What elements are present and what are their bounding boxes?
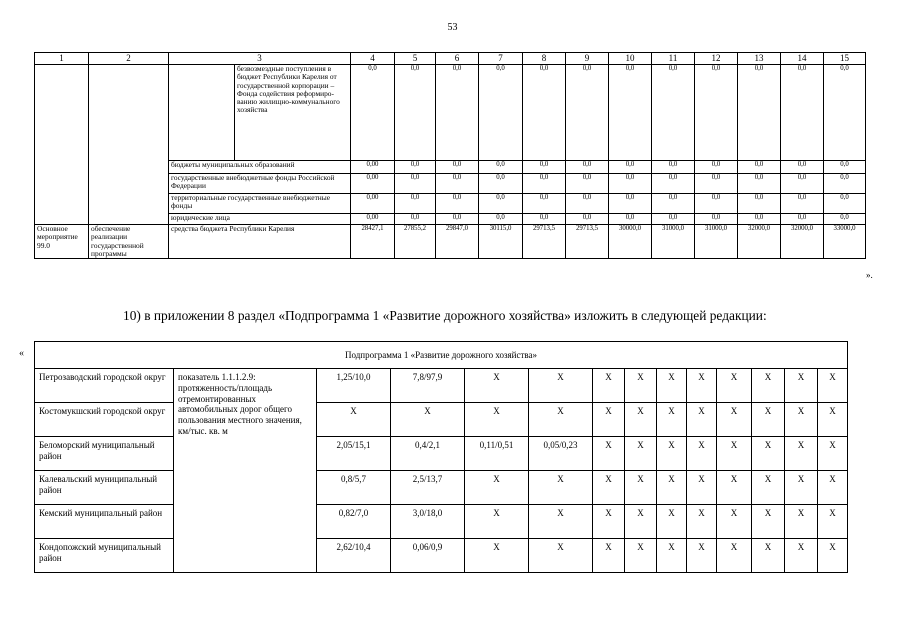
- opening-quote-mark: «: [19, 348, 24, 359]
- district-row: [35, 437, 848, 471]
- amount-cell: 0,0: [395, 65, 436, 161]
- amount-cell: 0,0: [781, 161, 824, 174]
- amount-cell: 0,0: [652, 194, 695, 214]
- indicator-value: 3,0/18,0: [391, 505, 465, 539]
- indicator-value: 1,25/10,0: [317, 369, 391, 403]
- indicator-value: Х: [657, 369, 687, 403]
- subprogram-title: Подпрограмма 1 «Развитие дорожного хозяйства»: [35, 342, 848, 369]
- amount-cell: 0,0: [436, 174, 479, 194]
- amount-cell: 0,0: [781, 194, 824, 214]
- col-header: 12: [695, 53, 738, 65]
- district-name: Петрозаводский городской округ: [35, 369, 174, 403]
- indicator-value: Х: [465, 539, 529, 573]
- financing-table: [34, 52, 866, 259]
- amount-cell: 30115,0: [479, 225, 523, 259]
- district-row: [35, 471, 848, 505]
- indicator-value: Х: [657, 539, 687, 573]
- indicator-value: Х: [818, 437, 848, 471]
- district-row: [35, 403, 848, 437]
- indicator-value: 0,11/0,51: [465, 437, 529, 471]
- indicator-value: Х: [752, 505, 785, 539]
- amount-cell: 27855,2: [395, 225, 436, 259]
- amount-cell: 0,0: [566, 161, 609, 174]
- col-header: 3: [169, 53, 351, 65]
- indicator-value: Х: [687, 539, 717, 573]
- indicator-value: Х: [717, 403, 752, 437]
- indicator-value: Х: [593, 505, 625, 539]
- amount-cell: 0,0: [479, 214, 523, 225]
- indicator-value: Х: [465, 505, 529, 539]
- empty-cell: [35, 65, 89, 225]
- indicator-value: Х: [465, 369, 529, 403]
- amount-cell: 0,0: [738, 194, 781, 214]
- main-activity-row: [35, 225, 866, 259]
- indicator-description: показатель 1.1.1.2.9: протяженность/площадь отремонтированных автомобильных дорог общего пользования местного значения, км/тыс. кв. м: [174, 369, 317, 573]
- col-header: 1: [35, 53, 89, 65]
- indicator-value: Х: [752, 471, 785, 505]
- amount-cell: 0,0: [695, 65, 738, 161]
- indicator-value: Х: [717, 369, 752, 403]
- indicator-value: Х: [785, 539, 818, 573]
- indicator-value: 7,8/97,9: [391, 369, 465, 403]
- col-header: 11: [652, 53, 695, 65]
- indicator-value: Х: [752, 539, 785, 573]
- indicator-value: Х: [657, 437, 687, 471]
- indicator-value: Х: [625, 437, 657, 471]
- amount-cell: 0,0: [609, 161, 652, 174]
- funding-source: средства бюджета Республики Карелия: [169, 225, 351, 259]
- funding-source: территориальные государственные внебюджетные фонды: [169, 194, 351, 214]
- amount-cell: 0,0: [395, 161, 436, 174]
- amount-cell: 0,0: [652, 214, 695, 225]
- col-header: 8: [523, 53, 566, 65]
- indicator-value: Х: [593, 403, 625, 437]
- indicator-value: 0,4/2,1: [391, 437, 465, 471]
- col-header: 13: [738, 53, 781, 65]
- indicator-value: Х: [752, 369, 785, 403]
- indicator-value: Х: [717, 471, 752, 505]
- closing-quote-mark: ».: [866, 270, 873, 280]
- amount-cell: 32000,0: [781, 225, 824, 259]
- district-name: Беломорский муниципальный район: [35, 437, 174, 471]
- indicator-value: Х: [687, 437, 717, 471]
- indicator-value: Х: [529, 539, 593, 573]
- amount-cell: 0,0: [523, 161, 566, 174]
- amendment-heading: 10) в приложении 8 раздел «Подпрограмма 1 «Развитие дорожного хозяйства» изложить в следующей редакции:: [123, 308, 767, 323]
- amount-cell: 33000,0: [824, 225, 866, 259]
- empty-cell: [169, 65, 235, 161]
- amount-cell: 0,0: [609, 214, 652, 225]
- amount-cell: 0,0: [523, 214, 566, 225]
- district-name: Кемский муниципальный район: [35, 505, 174, 539]
- amount-cell: 32000,0: [738, 225, 781, 259]
- district-row: [35, 369, 848, 403]
- amount-cell: 0,0: [824, 161, 866, 174]
- amount-cell: 29713,5: [566, 225, 609, 259]
- amount-cell: 0,0: [652, 161, 695, 174]
- activity-name: обеспечение реализации государственной программы: [89, 225, 169, 259]
- amount-cell: 0,0: [436, 65, 479, 161]
- col-header: 7: [479, 53, 523, 65]
- indicator-value: Х: [752, 437, 785, 471]
- district-name: Костомукшский городской округ: [35, 403, 174, 437]
- indicator-value: Х: [465, 403, 529, 437]
- amount-cell: 0,0: [479, 174, 523, 194]
- indicator-value: Х: [625, 369, 657, 403]
- amount-cell: 31000,0: [695, 225, 738, 259]
- indicator-value: Х: [529, 505, 593, 539]
- indicator-value: 0,06/0,9: [391, 539, 465, 573]
- amount-cell: 0,0: [824, 174, 866, 194]
- col-header: 10: [609, 53, 652, 65]
- indicator-value: Х: [687, 369, 717, 403]
- col-header: 15: [824, 53, 866, 65]
- district-name: Кондопожский муниципальный район: [35, 539, 174, 573]
- indicator-value: Х: [529, 471, 593, 505]
- amount-cell: 0,0: [609, 65, 652, 161]
- amount-cell: 29847,0: [436, 225, 479, 259]
- amount-cell: 0,0: [781, 214, 824, 225]
- indicator-value: 2,05/15,1: [317, 437, 391, 471]
- indicator-value: Х: [529, 403, 593, 437]
- amount-cell: 0,0: [695, 194, 738, 214]
- amount-cell: 0,0: [395, 194, 436, 214]
- indicator-value: Х: [785, 369, 818, 403]
- amount-cell: 0,0: [609, 174, 652, 194]
- amount-cell: 0,0: [479, 194, 523, 214]
- amount-cell: 29713,5: [523, 225, 566, 259]
- amount-cell: 0,0: [351, 65, 395, 161]
- indicator-value: Х: [317, 403, 391, 437]
- amount-cell: 0,0: [695, 161, 738, 174]
- amount-cell: 0,0: [824, 65, 866, 161]
- indicator-value: 0,82/7,0: [317, 505, 391, 539]
- amount-cell: 28427,1: [351, 225, 395, 259]
- amount-cell: 0,0: [436, 194, 479, 214]
- indicators-table: [34, 341, 848, 573]
- amount-cell: 0,0: [566, 214, 609, 225]
- indicator-value: Х: [785, 403, 818, 437]
- indicator-value: Х: [818, 539, 848, 573]
- col-header: 4: [351, 53, 395, 65]
- amount-cell: 0,0: [436, 161, 479, 174]
- col-header: 9: [566, 53, 609, 65]
- amount-cell: 0,0: [566, 65, 609, 161]
- col-header: 14: [781, 53, 824, 65]
- indicator-value: 2,62/10,4: [317, 539, 391, 573]
- indicator-value: Х: [687, 505, 717, 539]
- amount-cell: 30000,0: [609, 225, 652, 259]
- funding-source: бюджеты муниципальных образований: [169, 161, 351, 174]
- indicator-value: Х: [818, 403, 848, 437]
- amount-cell: 31000,0: [652, 225, 695, 259]
- amount-cell: 0,0: [738, 161, 781, 174]
- amount-cell: 0,0: [523, 65, 566, 161]
- indicator-value: Х: [593, 471, 625, 505]
- amount-cell: 0,0: [652, 174, 695, 194]
- indicator-value: Х: [687, 471, 717, 505]
- indicator-value: Х: [391, 403, 465, 437]
- district-name: Калевальский муниципальный район: [35, 471, 174, 505]
- indicator-value: 0,8/5,7: [317, 471, 391, 505]
- amount-cell: 0,0: [566, 194, 609, 214]
- amount-cell: 0,0: [738, 174, 781, 194]
- amount-cell: 0,0: [824, 214, 866, 225]
- funding-source: государственные внебюджетные фонды Российской Федерации: [169, 174, 351, 194]
- amount-cell: 0,0: [824, 194, 866, 214]
- amount-cell: 0,00: [351, 214, 395, 225]
- amount-cell: 0,0: [523, 174, 566, 194]
- indicator-value: Х: [529, 369, 593, 403]
- col-header: 6: [436, 53, 479, 65]
- empty-cell: [89, 65, 169, 225]
- indicator-value: Х: [625, 505, 657, 539]
- amount-cell: 0,0: [395, 174, 436, 194]
- amount-cell: 0,00: [351, 161, 395, 174]
- indicator-value: Х: [593, 369, 625, 403]
- district-row: [35, 539, 848, 573]
- funding-source: юридические лица: [169, 214, 351, 225]
- amount-cell: 0,0: [523, 194, 566, 214]
- page-number: 53: [447, 22, 458, 33]
- indicator-value: Х: [657, 471, 687, 505]
- indicator-value: Х: [625, 539, 657, 573]
- amount-cell: 0,0: [695, 174, 738, 194]
- indicator-value: Х: [818, 369, 848, 403]
- indicator-value: Х: [717, 539, 752, 573]
- indicator-value: 0,05/0,23: [529, 437, 593, 471]
- indicator-value: Х: [818, 471, 848, 505]
- indicator-value: Х: [657, 403, 687, 437]
- financing-row: [35, 65, 866, 161]
- amount-cell: 0,0: [395, 214, 436, 225]
- indicator-value: Х: [465, 471, 529, 505]
- indicator-value: Х: [593, 437, 625, 471]
- amount-cell: 0,0: [695, 214, 738, 225]
- amount-cell: 0,0: [738, 214, 781, 225]
- indicator-value: Х: [785, 505, 818, 539]
- activity-code: Основное мероприятие 99.0: [35, 225, 89, 259]
- amount-cell: 0,0: [436, 214, 479, 225]
- amount-cell: 0,0: [738, 65, 781, 161]
- amount-cell: 0,0: [781, 174, 824, 194]
- funding-source: безвозмездные поступления в бюджет Республики Карелия от государственной корпорации – Фонда содействия реформиро-ванию жилищно-коммунального хозяйства: [235, 65, 351, 161]
- indicator-value: Х: [785, 437, 818, 471]
- col-header: 2: [89, 53, 169, 65]
- indicator-value: Х: [818, 505, 848, 539]
- amount-cell: 0,0: [781, 65, 824, 161]
- col-header: 5: [395, 53, 436, 65]
- indicator-value: Х: [625, 403, 657, 437]
- amount-cell: 0,00: [351, 174, 395, 194]
- district-row: [35, 505, 848, 539]
- column-number-row: [35, 53, 866, 65]
- indicator-value: Х: [687, 403, 717, 437]
- indicator-value: Х: [717, 437, 752, 471]
- amount-cell: 0,00: [351, 194, 395, 214]
- amount-cell: 0,0: [479, 65, 523, 161]
- indicator-value: Х: [657, 505, 687, 539]
- amount-cell: 0,0: [652, 65, 695, 161]
- indicator-value: Х: [752, 403, 785, 437]
- indicator-value: Х: [717, 505, 752, 539]
- amount-cell: 0,0: [479, 161, 523, 174]
- indicator-value: 2,5/13,7: [391, 471, 465, 505]
- indicator-value: Х: [625, 471, 657, 505]
- indicator-value: Х: [593, 539, 625, 573]
- subprogram-title-row: [35, 342, 848, 369]
- amount-cell: 0,0: [609, 194, 652, 214]
- indicator-value: Х: [785, 471, 818, 505]
- amount-cell: 0,0: [566, 174, 609, 194]
